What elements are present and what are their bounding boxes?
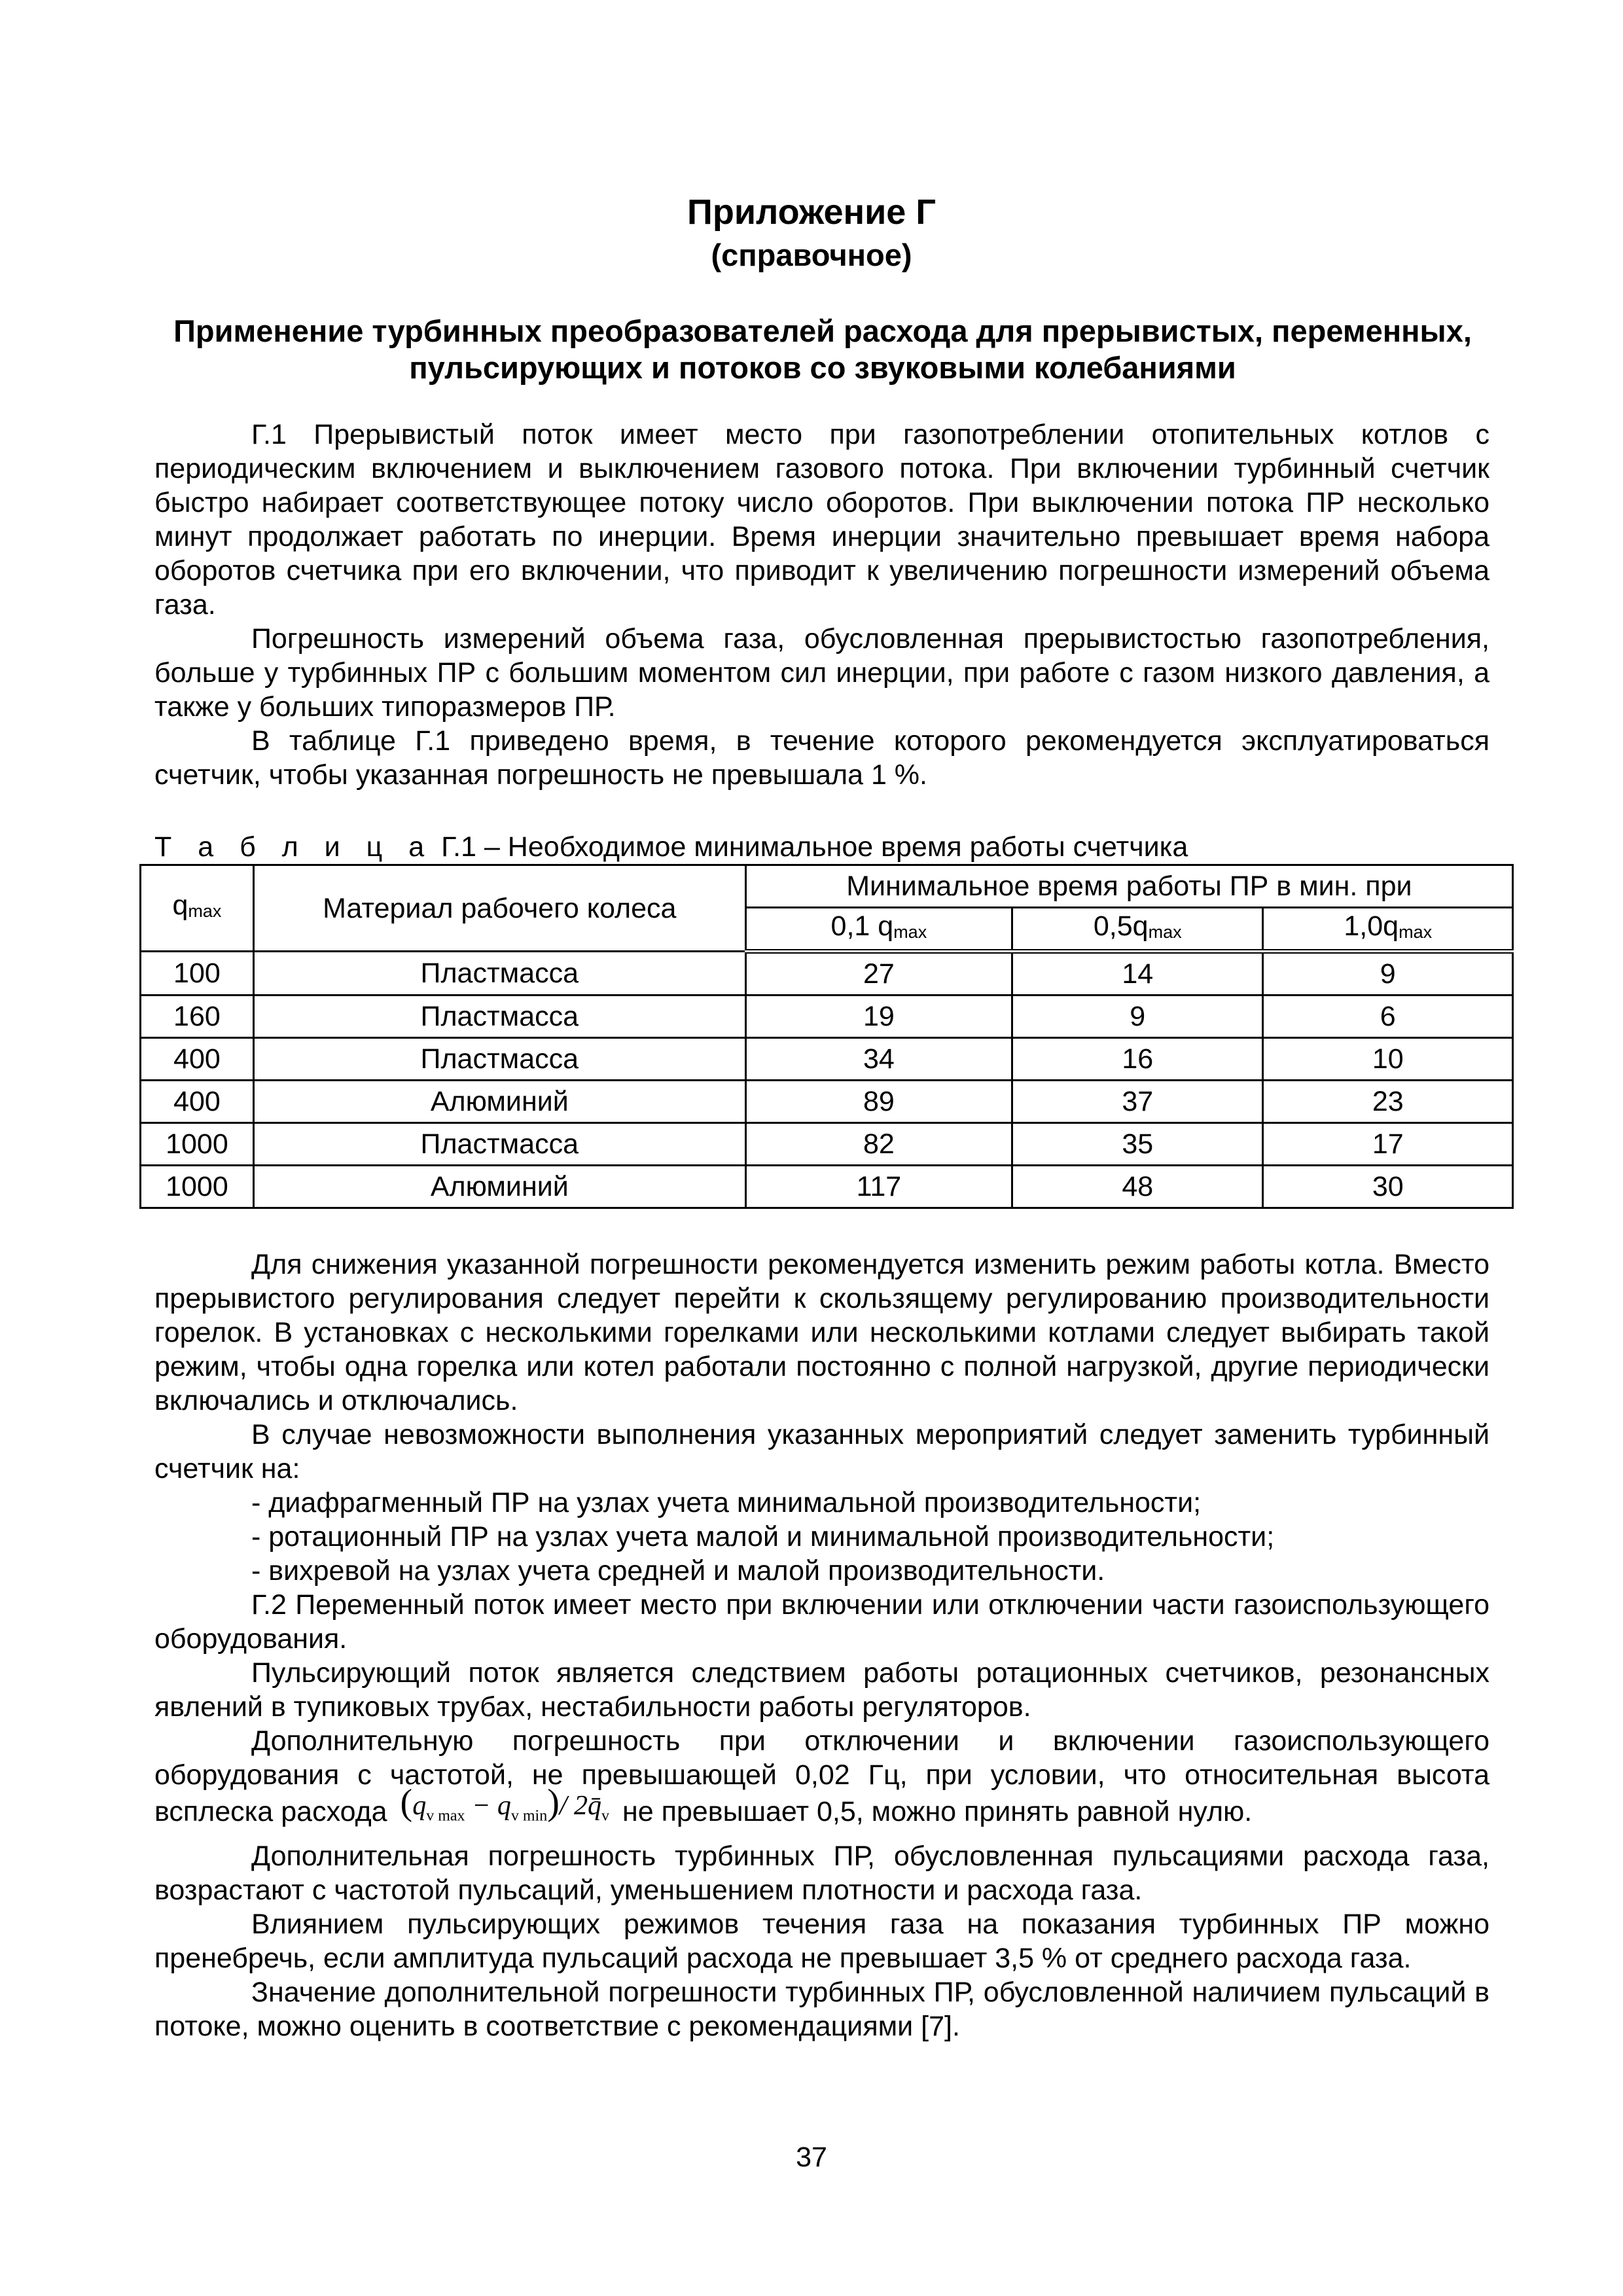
paragraph: Для снижения указанной погрешности рекомендуется изменить режим работы котла. Вместо прерывистого регулирования следует перейти к скользящему регулированию производительности горелок. В установках с несколькими горелками или несколькими котлами следует выбирать такой режим, чтобы одна горелка или котел работали постоянно с полной нагрузкой, другие периодически включались и отключались. — [154, 1249, 1489, 1416]
cell-time-01: 27 — [745, 952, 1012, 996]
cell-qmax: 400 — [141, 1081, 254, 1123]
cell-time-01: 89 — [745, 1081, 1012, 1123]
paragraph: Дополнительная погрешность турбинных ПР, обусловленная пульсациями расхода газа, возрастают с частотой пульсаций, уменьшением плотности и расхода газа. — [154, 1840, 1489, 1907]
paragraph: Г.1 Прерывистый поток имеет место при газопотреблении отопительных котлов с периодическим включением и выключением газового потока. При включении турбинный счетчик быстро набирает соответствующее потоку число оборотов. При выключении потока ПР несколько минут продолжает работать по инерции. Время инерции значительно превышает время набора оборотов счетчика при его включении, что приводит к увеличению погрешности измерений объема газа. — [154, 419, 1489, 620]
table-row — [141, 1123, 1513, 1166]
page-number: 37 — [796, 2142, 827, 2173]
cell-time-01: 19 — [745, 996, 1012, 1038]
table-row — [141, 1081, 1513, 1123]
cell-time-10: 17 — [1263, 1123, 1513, 1166]
cell-time-05: 16 — [1012, 1038, 1263, 1081]
surge-height-formula: $(q_{v max} - q_{v min})/$ $2q̄_v$ — [400, 1782, 610, 1825]
cell-material: Алюминий — [253, 1081, 745, 1123]
cell-time-05: 14 — [1012, 952, 1263, 996]
cell-material: Пластмасса — [253, 1123, 745, 1166]
paragraph: Пульсирующий поток является следствием работы ротационных счетчиков, резонансных явлений в тупиковых трубах, нестабильности работы регуляторов. — [154, 1657, 1489, 1723]
recommendations-text — [154, 1247, 1489, 2043]
table-row — [141, 996, 1513, 1038]
cell-material: Алюминий — [253, 1166, 745, 1208]
table-caption-prefix: Т а б л и ц а — [154, 831, 434, 863]
cell-time-10: 10 — [1263, 1038, 1513, 1081]
cell-material: Пластмасса — [253, 1038, 745, 1081]
cell-time-05: 9 — [1012, 996, 1263, 1038]
cell-qmax: 100 — [141, 952, 254, 996]
cell-time-10: 6 — [1263, 996, 1513, 1038]
header-min-time-group: Минимальное время работы ПР в мин. при — [745, 865, 1512, 908]
cell-time-10: 9 — [1263, 952, 1513, 996]
appendix-subtitle: (справочное) — [711, 238, 912, 272]
header-05qmax: $0,5q_{max}$ — [1012, 908, 1263, 952]
cell-qmax: 400 — [141, 1038, 254, 1081]
paragraph: Г.2 Переменный поток имеет место при включении или отключении части газоиспользующего оборудования. — [154, 1589, 1489, 1655]
header-material: Материал рабочего колеса — [253, 865, 745, 952]
cell-time-01: 34 — [745, 1038, 1012, 1081]
cell-material: Пластмасса — [253, 996, 745, 1038]
header-qmax: $q_{max}$ — [141, 865, 254, 952]
paragraph: Влиянием пульсирующих режимов течения газа на показания турбинных ПР можно пренебречь, если амплитуда пульсаций расхода не превышает 3,5 % от среднего расхода газа. — [154, 1909, 1489, 1975]
table-row — [141, 1166, 1513, 1208]
min-operating-time-table — [139, 864, 1514, 1209]
intro-text — [154, 418, 1489, 792]
cell-material: Пластмасса — [253, 952, 745, 996]
appendix-title: Приложение Г — [687, 192, 936, 232]
cell-time-10: 23 — [1263, 1081, 1513, 1123]
header-01qmax: 0,1 $q_{max}$ — [745, 908, 1012, 952]
cell-time-10: 30 — [1263, 1166, 1513, 1208]
section-heading: Применение турбинных преобразователей расхода для прерывистых, переменных, пульсирующих и потоков со звуковыми колебаниями — [173, 314, 1472, 385]
paragraph: В таблице Г.1 приведено время, в течение которого рекомендуется эксплуатироваться счетчик, чтобы указанная погрешность не превышала 1 %. — [154, 725, 1489, 791]
list-item: - диафрагменный ПР на узлах учета минимальной производительности; — [251, 1487, 1202, 1518]
table-caption — [154, 830, 1188, 864]
formula-paragraph: Дополнительную погрешность при отключении и включении газоиспользующего оборудования с частотой, не превышающей 0,02 Гц, при условии, что относительная высота всплеска расхода $(q_{v max} - q_{v min})/$ $2q̄_v$ не превышает 0,5, можно принять равной нулю. — [154, 1725, 1489, 1827]
cell-qmax: 1000 — [141, 1166, 254, 1208]
cell-time-05: 35 — [1012, 1123, 1263, 1166]
table-caption-text: Г.1 – Необходимое минимальное время работы счетчика — [433, 831, 1188, 863]
list-item: - ротационный ПР на узлах учета малой и минимальной производительности; — [251, 1521, 1275, 1552]
paragraph: Погрешность измерений объема газа, обусловленная прерывистостью газопотребления, больше у турбинных ПР с большим моментом сил инерции, при работе с газом низкого давления, а также у больших типоразмеров ПР. — [154, 623, 1489, 723]
header-10qmax: $1,0q_{max}$ — [1263, 908, 1513, 952]
table-row — [141, 952, 1513, 996]
cell-time-01: 117 — [745, 1166, 1012, 1208]
list-item: - вихревой на узлах учета средней и малой производительности. — [251, 1555, 1105, 1587]
cell-qmax: 1000 — [141, 1123, 254, 1166]
table-row — [141, 1038, 1513, 1081]
cell-time-01: 82 — [745, 1123, 1012, 1166]
cell-time-05: 48 — [1012, 1166, 1263, 1208]
cell-time-05: 37 — [1012, 1081, 1263, 1123]
paragraph: Значение дополнительной погрешности турбинных ПР, обусловленной наличием пульсаций в потоке, можно оценить в соответствие с рекомендациями [7]. — [154, 1977, 1489, 2043]
cell-qmax: 160 — [141, 996, 254, 1038]
paragraph: В случае невозможности выполнения указанных мероприятий следует заменить турбинный счетчик на: — [154, 1419, 1489, 1484]
